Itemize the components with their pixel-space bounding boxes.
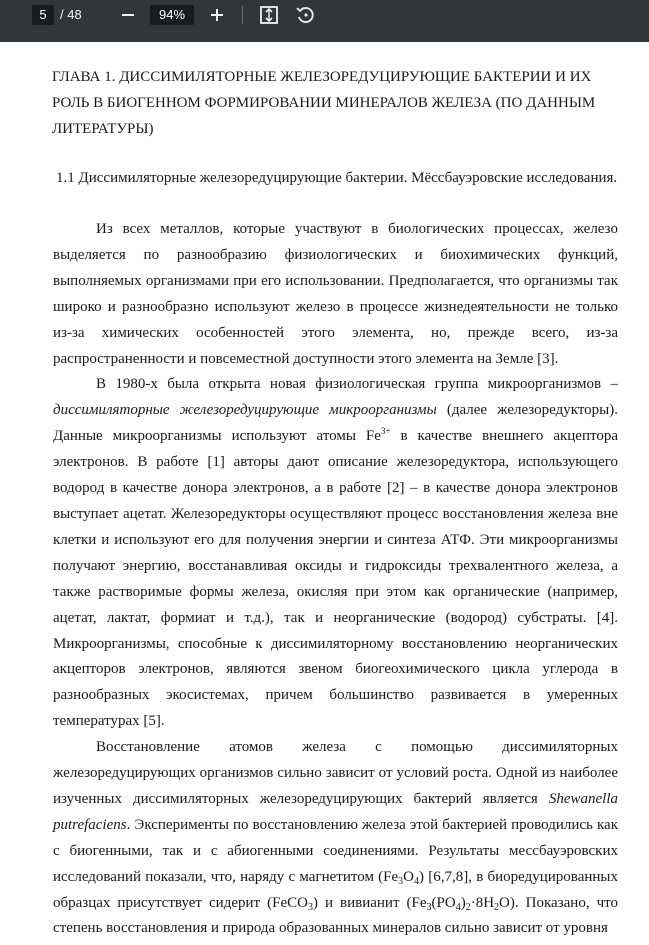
paragraph-3: Восстановление атомов железа с помощью диссимиляторных железоредуцирующих организмов сильно зависит от условий роста. Одной из наиболее изученных диссимиляторных железоредуцирующих бактерий является Shewanella putrefaciens. Эксперименты по восстановлению железа этой бактерией проводились как с биогенными, так и с абиогенными соединениями. Результаты мессбауэровских исследований показали, что, наряду с магнетитом $(Fe_3O_4)$ [6,7,8], в биоредуцированных образцах присутствует сидерит (FeCO$_3$) и вивианит $(Fe_3(PO_4)_2\cdot 8H_2O)$. Показано, что степень восстановления и природа образованных минералов сильно зависит от уровня bbox=[53, 739, 618, 937]
paragraph-1: Из всех металлов, которые участвуют в биологических процессах, железо выделяется по разнообразию физиологических и биохимических функций, выполняемых организмами при его использовании. Предполагается, что организмы так широко и разнообразно используют железо в процессе жизнедеятельности не только из-за химических особенностей этого элемента, но, прежде всего, из-за распространенности и повсеместной доступности этого элемента на Земле [3]. bbox=[53, 221, 618, 367]
rotate-icon[interactable] bbox=[294, 4, 316, 26]
chapter-title: ГЛАВА 1. ДИССИМИЛЯТОРНЫЕ ЖЕЛЕЗОРЕДУЦИРУЮЩИЕ БАКТЕРИИ И ИХ РОЛЬ В БИОГЕННОМ ФОРМИРОВАНИИ МИНЕРАЛОВ ЖЕЛЕЗА (ПО ДАННЫМ ЛИТЕРАТУРЫ) bbox=[52, 69, 596, 137]
zoom-in-icon[interactable] bbox=[206, 4, 228, 26]
toolbar-divider bbox=[242, 6, 243, 24]
zoom-out-icon[interactable] bbox=[117, 4, 139, 26]
page-number-input[interactable]: 5 bbox=[32, 5, 54, 25]
fit-page-icon[interactable] bbox=[258, 4, 280, 26]
zoom-level-input[interactable]: 94% bbox=[150, 5, 194, 25]
page-count: / 48 bbox=[60, 7, 82, 22]
body-text bbox=[53, 217, 618, 942]
paragraph-2: В 1980-х была открыта новая физиологическая группа микроорганизмов – диссимиляторные железоредуцирующие микроорганизмы (далее железоредукторы). Данные микроорганизмы используют атомы $Fe^{3+}$ в качестве внешнего акцептора электронов. В работе [1] авторы дают описание железоредуктора, использующего водород в качестве донора электронов, а в работе [2] – в качестве донора электронов выступает ацетат. Железоредукторы осуществляют процесс восстановления железа вне клетки и используют его для получения энергии и синтеза АТФ. Эти микроорганизмы получают энергию, восстанавливая оксиды и гидроксиды трехвалентного железа, а также растворимые формы железа, окисляя при этом как органические (например, ацетат, лактат, формиат и т.д.), так и неорганические (водород) субстраты. [4]. Микроорганизмы, способные к диссимиляторному восстановлению неорганических акцепторов электронов, являются звеном биогеохимического цикла углерода в разнообразных экосистемах, причем большинство развивается в умеренных температурах [5]. bbox=[53, 376, 618, 730]
pdf-toolbar bbox=[0, 0, 649, 42]
document-page bbox=[0, 42, 649, 945]
section-title: 1.1 Диссимиляторные железоредуцирующие бактерии. Мёссбауэровские исследования. bbox=[56, 170, 618, 186]
